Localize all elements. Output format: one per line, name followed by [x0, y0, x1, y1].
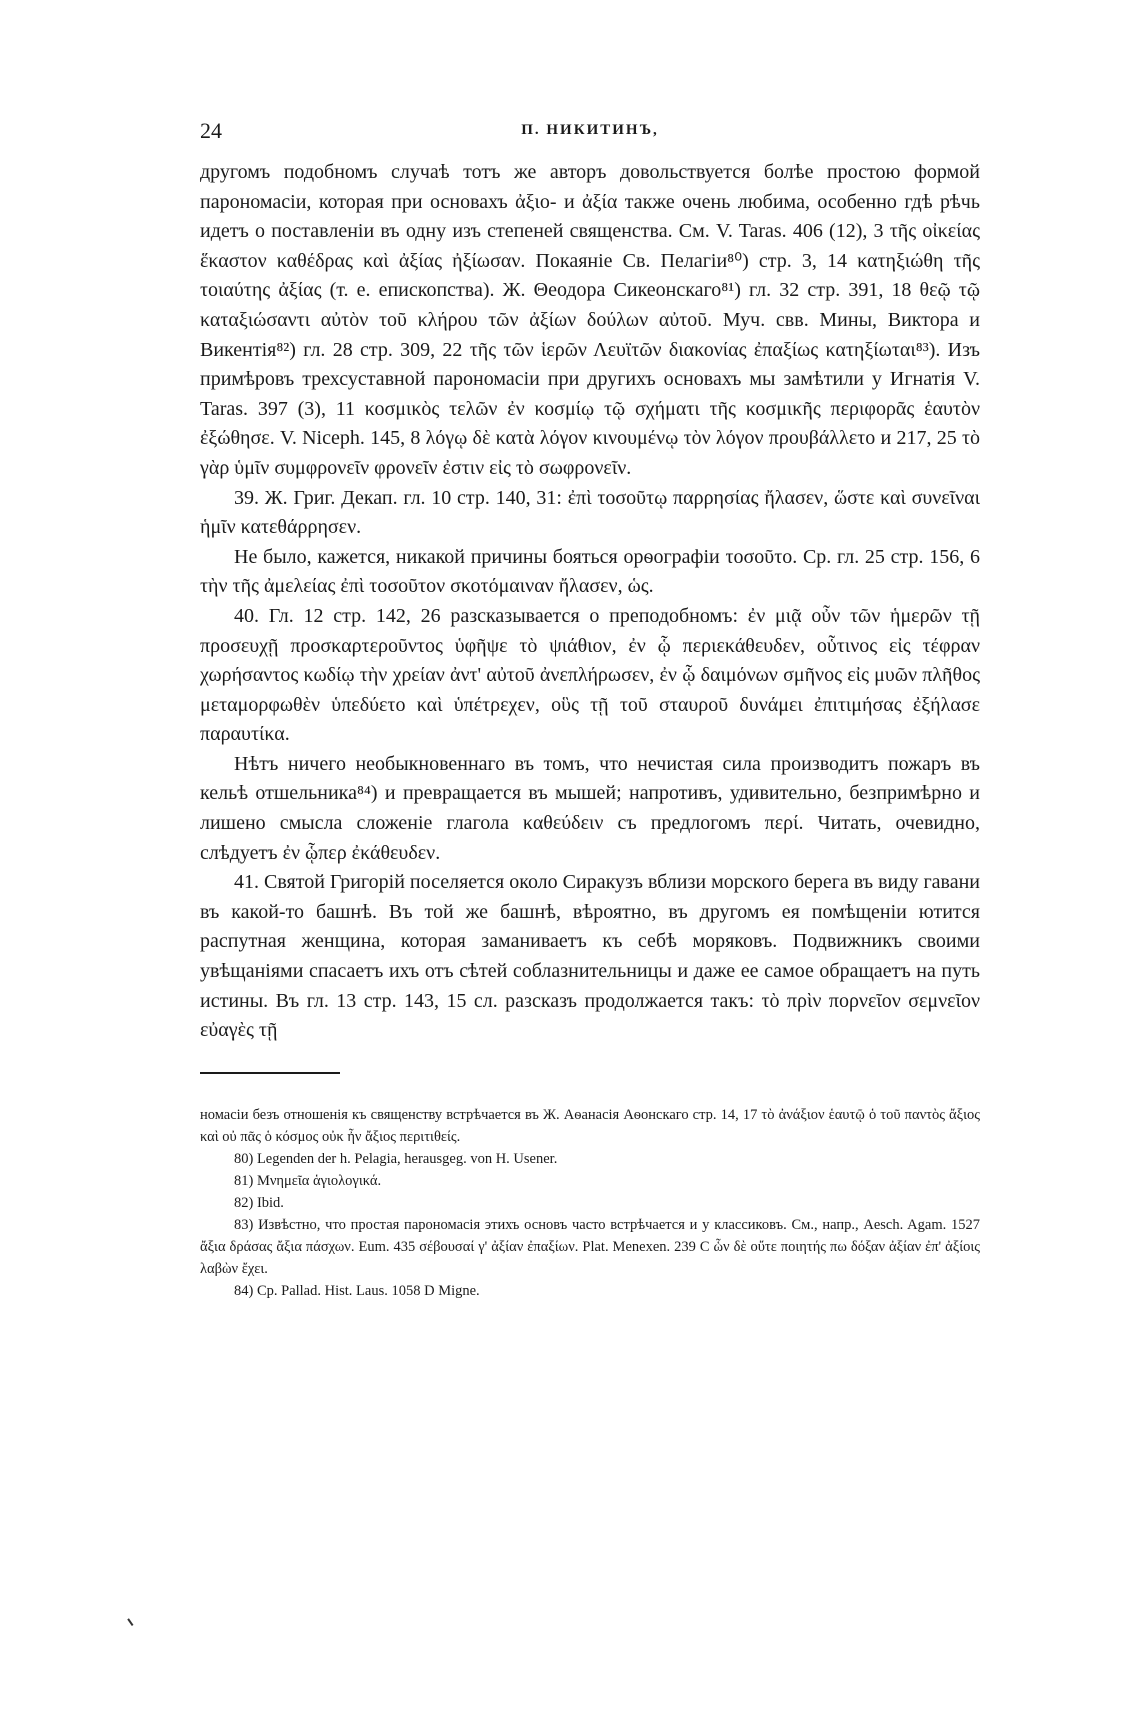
- footnote: 84) Cp. Pallad. Hist. Laus. 1058 D Migne.: [234, 1282, 480, 1299]
- footnote-divider: [200, 1072, 340, 1074]
- footnote: 80) Legenden der h. Pelagia, herausgeg. von H. Usener.: [234, 1150, 558, 1167]
- page: [200, 118, 980, 1302]
- paragraph: 41. Святой Григорій поселяется около Сиракузъ вблизи морского берега въ виду гавани въ какой-то башнѣ. Въ той же башнѣ, вѣроятно, въ другомъ ея помѣщеніи ютится распутная женщина, которая заманиваетъ къ себѣ моряковъ. Подвижникъ своими увѣщаніями спасаетъ ихъ отъ сѣтей соблазнительницы и даже ее самое обращаетъ на путь истины. Въ гл. 13 стр. 143, 15 сл. разсказъ продолжается такъ: τὸ πρὶν πορνεῖον σεμνεῖον εὐαγὲς τῇ: [200, 871, 980, 1042]
- page-number: 24: [200, 118, 222, 143]
- page-header: [200, 118, 980, 158]
- footnote: 83) Извѣстно, что простая парономасія этихъ основъ часто встрѣчается и у классиковъ. См., напр., Aesch. Agam. 1527 ἄξια δράσας ἄξια πάσχων. Eum. 435 σέβουσαί γ' ἀξίαν ἐπαξίων. Plat. Menexen. 239 C ὧν δὲ οὔτε ποιητής πω δόξαν ἀξίαν ἐπ' ἀξίοις λαβὼν ἔχει.: [200, 1216, 980, 1277]
- paragraph: Не было, кажется, никакой причины бояться орѳографіи τοσοῦτο. Ср. гл. 25 стр. 156, 6 τὴν τῆς ἀμελείας ἐπὶ τοσοῦτον σκοτόμαιναν ἤλασεν, ὡς.: [200, 545, 980, 598]
- paragraph: 40. Гл. 12 стр. 142, 26 разсказывается о преподобномъ: ἐν μιᾷ οὖν τῶν ἡμερῶν τῇ προσευχῇ προσκαρτεροῦντος ὑφῆψε τὸ ψιάθιον, ἐν ᾧ περιεκάθευδεν, οὗτινος εἰς τέφραν χωρήσαντος κωδίῳ τὴν χρείαν ἀντ' αὐτοῦ ἀνεπλήρωσεν, ἐν ᾧ δαιμόνων σμῆνος εἰς μυῶν πλῆθος μεταμορφωθὲν ὑπεδύετο καὶ ὑπέτρεχεν, οὓς τῇ τοῦ σταυροῦ δυνάμει ἐπιτιμήσας ἐξήλασε παραυτίκα.: [200, 604, 980, 746]
- paragraph: 39. Ж. Григ. Декап. гл. 10 стр. 140, 31: ἐπὶ τοσοῦτῳ παρρησίας ἤλασεν, ὥστε καὶ συνεῖναι ἡμῖν κατεθάρρησεν.: [200, 486, 980, 539]
- paragraph: другомъ подобномъ случаѣ тотъ же авторъ довольствуется болѣе простою формой парономасіи, которая при основахъ ἀξιο- и ἀξία также очень любима, особенно гдѣ рѣчь идетъ о поставленіи въ одну изъ степеней священства. См. V. Taras. 406 (12), 3 τῆς οἰκείας ἕκαστον καθέδρας καὶ ἀξίας ἠξίωσαν. Покаяніе Св. Пелагіи⁸⁰) стр. 3, 14 κατηξιώθη τῆς τοιαύτης ἀξίας (т. е. епископства). Ж. Θеодора Сикеонскаго⁸¹) гл. 32 стр. 391, 18 θεῷ τῷ καταξιώσαντι αὐτὸν τοῦ κλήρου τῶν ἀξίων δούλων αὐτοῦ. Муч. свв. Мины, Виктора и Викентія⁸²) гл. 28 стр. 309, 22 τῆς τῶν ἱερῶν Λευϊτῶν διακονίας ἐπαξίως κατηξίωται⁸³). Изъ примѣровъ трехсуставной парономасіи при другихъ основахъ мы замѣтили у Игнатія V. Taras. 397 (3), 11 κοσμικὸς τελῶν ἐν κοσμίῳ τῷ σχήματι τῆς κοσμικῆς περιφορᾶς ἑαυτὸν ἐξώθησε. V. Niceph. 145, 8 λόγῳ δὲ κατὰ λόγον κινουμένῳ τὸν λόγον προυβάλλετο и 217, 25 τὸ γὰρ ὑμῖν συμφρονεῖν φρονεῖν ἐστιν εἰς τὸ σωφρονεῖν.: [200, 161, 980, 479]
- footnote: 81) Μνημεῖα ἁγιολογικά.: [234, 1172, 382, 1189]
- footnote: номасіи безъ отношенія къ священству встрѣчается въ Ж. Аѳанасія Аѳонскаго стр. 14, 17 τὸ ἀνάξιον ἑαυτῷ ὁ τοῦ παντὸς ἄξιος καὶ οὐ πᾶς ὁ κόσμος οὐκ ἦν ἄξιος περιτιθείς.: [200, 1106, 980, 1145]
- paragraph: Нѣтъ ничего необыкновеннаго въ томъ, что нечистая сила производитъ пожаръ въ кельѣ отшельника⁸⁴) и превращается въ мышей; напротивъ, удивительно, безпримѣрно и лишено смысла сложеніе глагола καθεύδειν съ предлогомъ περί. Читать, очевидно, слѣдуетъ ἐν ᾧπερ ἐκάθευδεν.: [200, 752, 980, 864]
- main-text: [200, 158, 980, 1046]
- footnote: 82) Ibid.: [234, 1194, 284, 1211]
- scan-mark: [127, 1616, 137, 1626]
- footnotes: [200, 1104, 980, 1302]
- running-title: П. НИКИТИНЪ,: [521, 122, 659, 138]
